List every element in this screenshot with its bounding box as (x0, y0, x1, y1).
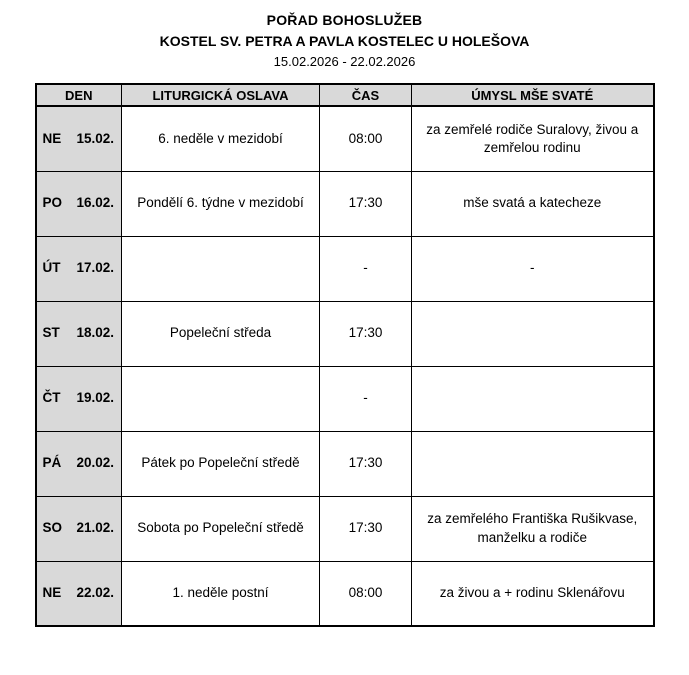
day-cell (36, 171, 122, 236)
celebration-cell (122, 366, 320, 431)
intention-cell: mše svatá a katecheze (412, 171, 654, 236)
celebration-cell (122, 236, 320, 301)
day-abbreviation: NE (42, 130, 62, 146)
table-row (36, 236, 654, 301)
table-row (36, 301, 654, 366)
intention-cell: za živou a + rodinu Sklenářovu (412, 561, 654, 626)
day-abbreviation: ST (42, 325, 60, 341)
intention-cell: - (412, 236, 654, 301)
table-row (36, 106, 654, 171)
column-header-umysl-mse-svate: ÚMYSL MŠE SVATÉ (412, 84, 654, 106)
day-date: 17.02. (76, 260, 115, 276)
church-name: KOSTEL SV. PETRA A PAVLA KOSTELEC U HOLEŠOVA (159, 33, 530, 49)
date-range: 15.02.2026 - 22.02.2026 (273, 54, 416, 69)
day-date: 22.02. (76, 585, 115, 601)
table-row (36, 366, 654, 431)
table-header-row (36, 84, 654, 106)
day-date: 16.02. (76, 195, 115, 211)
intention-cell (412, 301, 654, 366)
day-date: 18.02. (76, 325, 115, 341)
day-abbreviation: PO (42, 195, 63, 211)
time-cell: - (320, 236, 412, 301)
celebration-cell: Popeleční středa (122, 301, 320, 366)
time-cell: 17:30 (320, 171, 412, 236)
day-abbreviation: NE (42, 585, 62, 601)
document-header (0, 12, 689, 69)
day-date: 19.02. (76, 390, 115, 406)
day-abbreviation: ÚT (42, 260, 61, 276)
celebration-cell: 1. neděle postní (122, 561, 320, 626)
intention-cell: za zemřelé rodiče Suralovy, živou a zemřelou rodinu (412, 106, 654, 171)
schedule-table (35, 83, 655, 627)
page-title: POŘAD BOHOSLUŽEB (266, 12, 423, 28)
day-cell (36, 366, 122, 431)
day-abbreviation: ČT (42, 390, 61, 406)
column-header-cas: ČAS (320, 84, 412, 106)
table-row (36, 171, 654, 236)
time-cell: 08:00 (320, 106, 412, 171)
intention-cell (412, 366, 654, 431)
celebration-cell: Sobota po Popeleční středě (122, 496, 320, 561)
time-cell: 08:00 (320, 561, 412, 626)
time-cell: 17:30 (320, 496, 412, 561)
day-cell (36, 496, 122, 561)
column-header-liturgicka-oslava: LITURGICKÁ OSLAVA (122, 84, 320, 106)
time-cell: 17:30 (320, 301, 412, 366)
day-cell (36, 106, 122, 171)
table-row (36, 496, 654, 561)
intention-cell (412, 431, 654, 496)
day-date: 20.02. (76, 455, 115, 471)
column-header-den: DEN (36, 84, 122, 106)
celebration-cell: 6. neděle v mezidobí (122, 106, 320, 171)
table-row (36, 431, 654, 496)
day-date: 21.02. (76, 520, 115, 536)
time-cell: - (320, 366, 412, 431)
day-cell (36, 431, 122, 496)
intention-cell: za zemřelého Františka Rušikvase, manželku a rodiče (412, 496, 654, 561)
day-cell (36, 236, 122, 301)
day-date: 15.02. (76, 130, 115, 146)
celebration-cell: Pondělí 6. týdne v mezidobí (122, 171, 320, 236)
celebration-cell: Pátek po Popeleční středě (122, 431, 320, 496)
day-abbreviation: SO (42, 520, 63, 536)
day-abbreviation: PÁ (42, 455, 62, 471)
day-cell (36, 561, 122, 626)
time-cell: 17:30 (320, 431, 412, 496)
day-cell (36, 301, 122, 366)
table-row (36, 561, 654, 626)
